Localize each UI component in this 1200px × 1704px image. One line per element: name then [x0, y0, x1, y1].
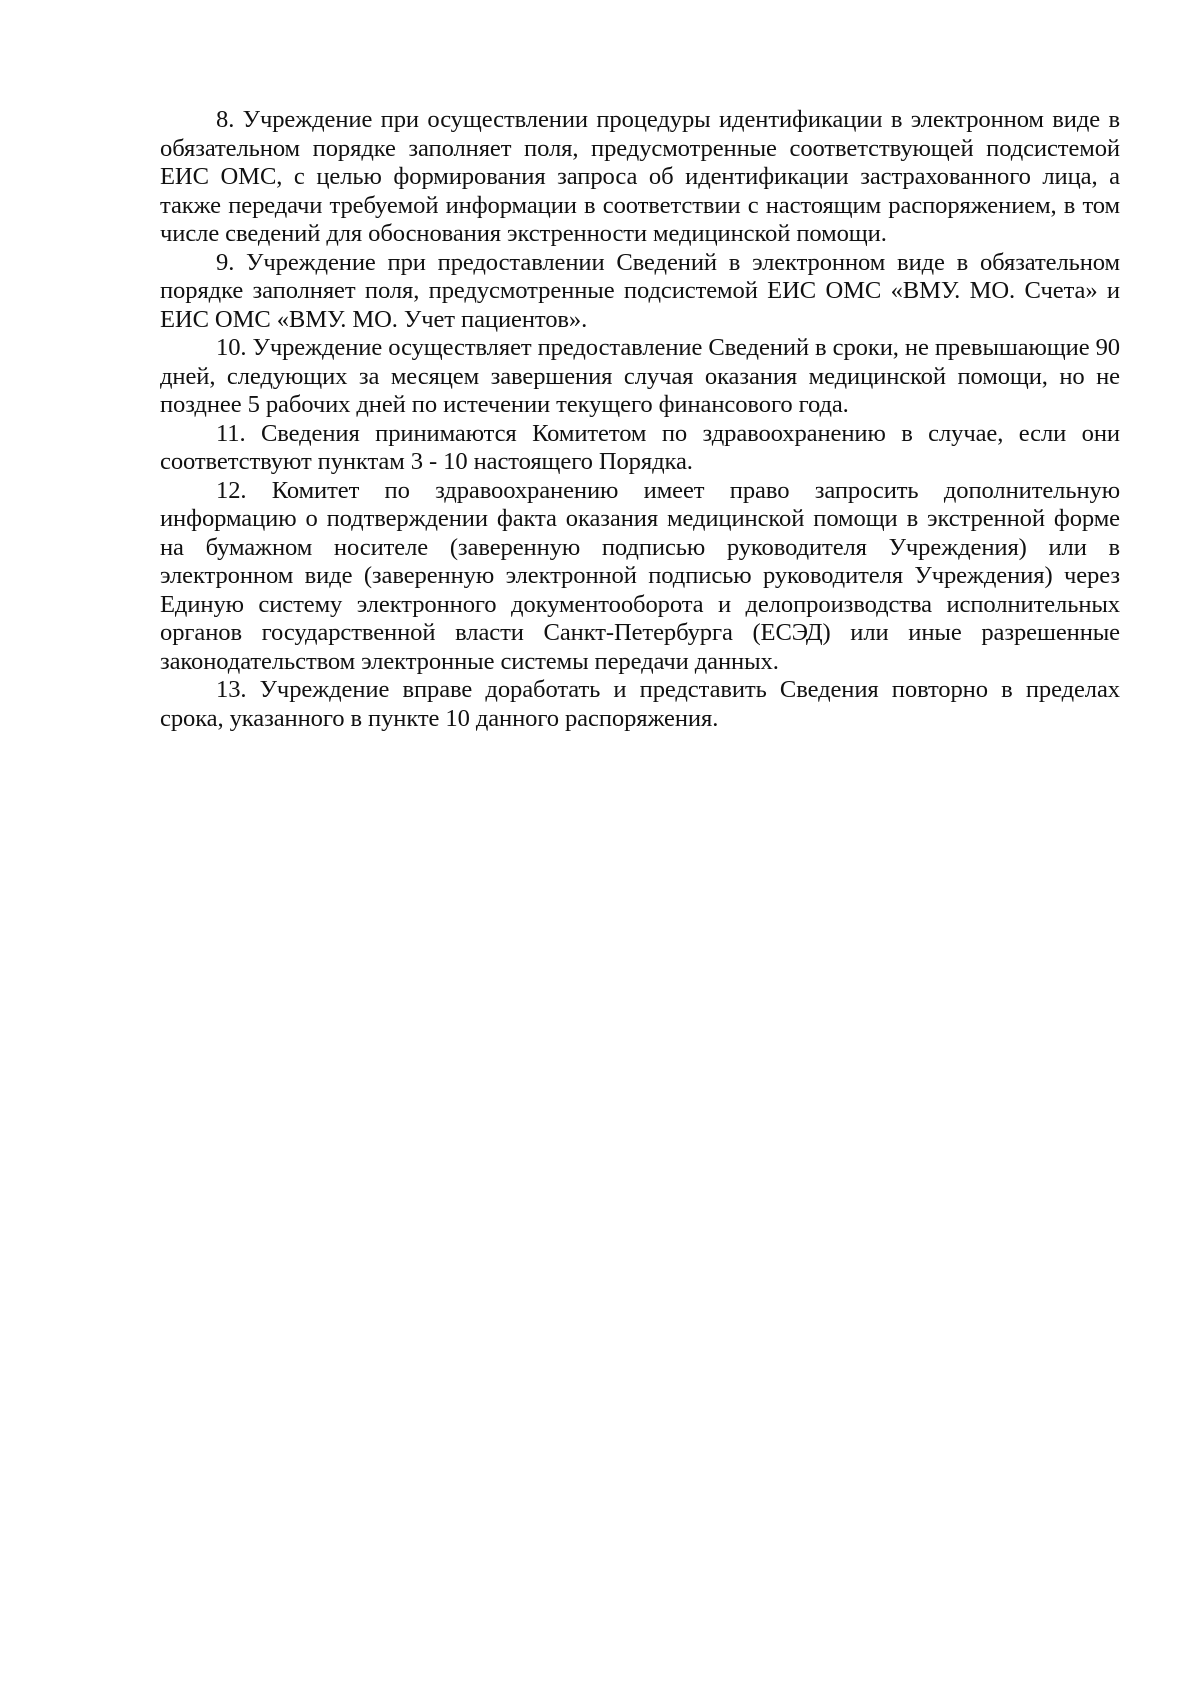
paragraph-12: 12. Комитет по здравоохранению имеет право запросить дополнительную информацию о подтверждении факта оказания медицинской помощи в экстренной форме на бумажном носителе (заверенную подписью руководителя Учреждения) или в электронном виде (заверенную электронной подписью руководителя Учреждения) через Единую систему электронного документооборота и делопроизводства исполнительных органов государственной власти Санкт-Петербурга (ЕСЭД) или иные разрешенные законодательством электронные системы передачи данных. — [160, 476, 1120, 675]
paragraph-11: 11. Сведения принимаются Комитетом по здравоохранению в случае, если они соответствуют пунктам 3 - 10 настоящего Порядка. — [160, 419, 1120, 475]
paragraph-9: 9. Учреждение при предоставлении Сведений в электронном виде в обязательном порядке заполняет поля, предусмотренные подсистемой ЕИС ОМС «ВМУ. МО. Счета» и ЕИС ОМС «ВМУ. МО. Учет пациентов». — [160, 248, 1120, 333]
paragraph-13: 13. Учреждение вправе доработать и представить Сведения повторно в пределах срока, указанного в пункте 10 данного распоряжения. — [160, 676, 1120, 732]
document-body — [160, 106, 1120, 733]
paragraph-10: 10. Учреждение осуществляет предоставление Сведений в сроки, не превышающие 90 дней, следующих за месяцем завершения случая оказания медицинской помощи, но не позднее 5 рабочих дней по истечении текущего финансового года. — [160, 334, 1120, 418]
paragraph-8: 8. Учреждение при осуществлении процедуры идентификации в электронном виде в обязательном порядке заполняет поля, предусмотренные соответствующей подсистемой ЕИС ОМС, с целью формирования запроса об идентификации застрахованного лица, а также передачи требуемой информации в соответствии с настоящим распоряжением, в том числе сведений для обоснования экстренности медицинской помощи. — [160, 106, 1120, 247]
